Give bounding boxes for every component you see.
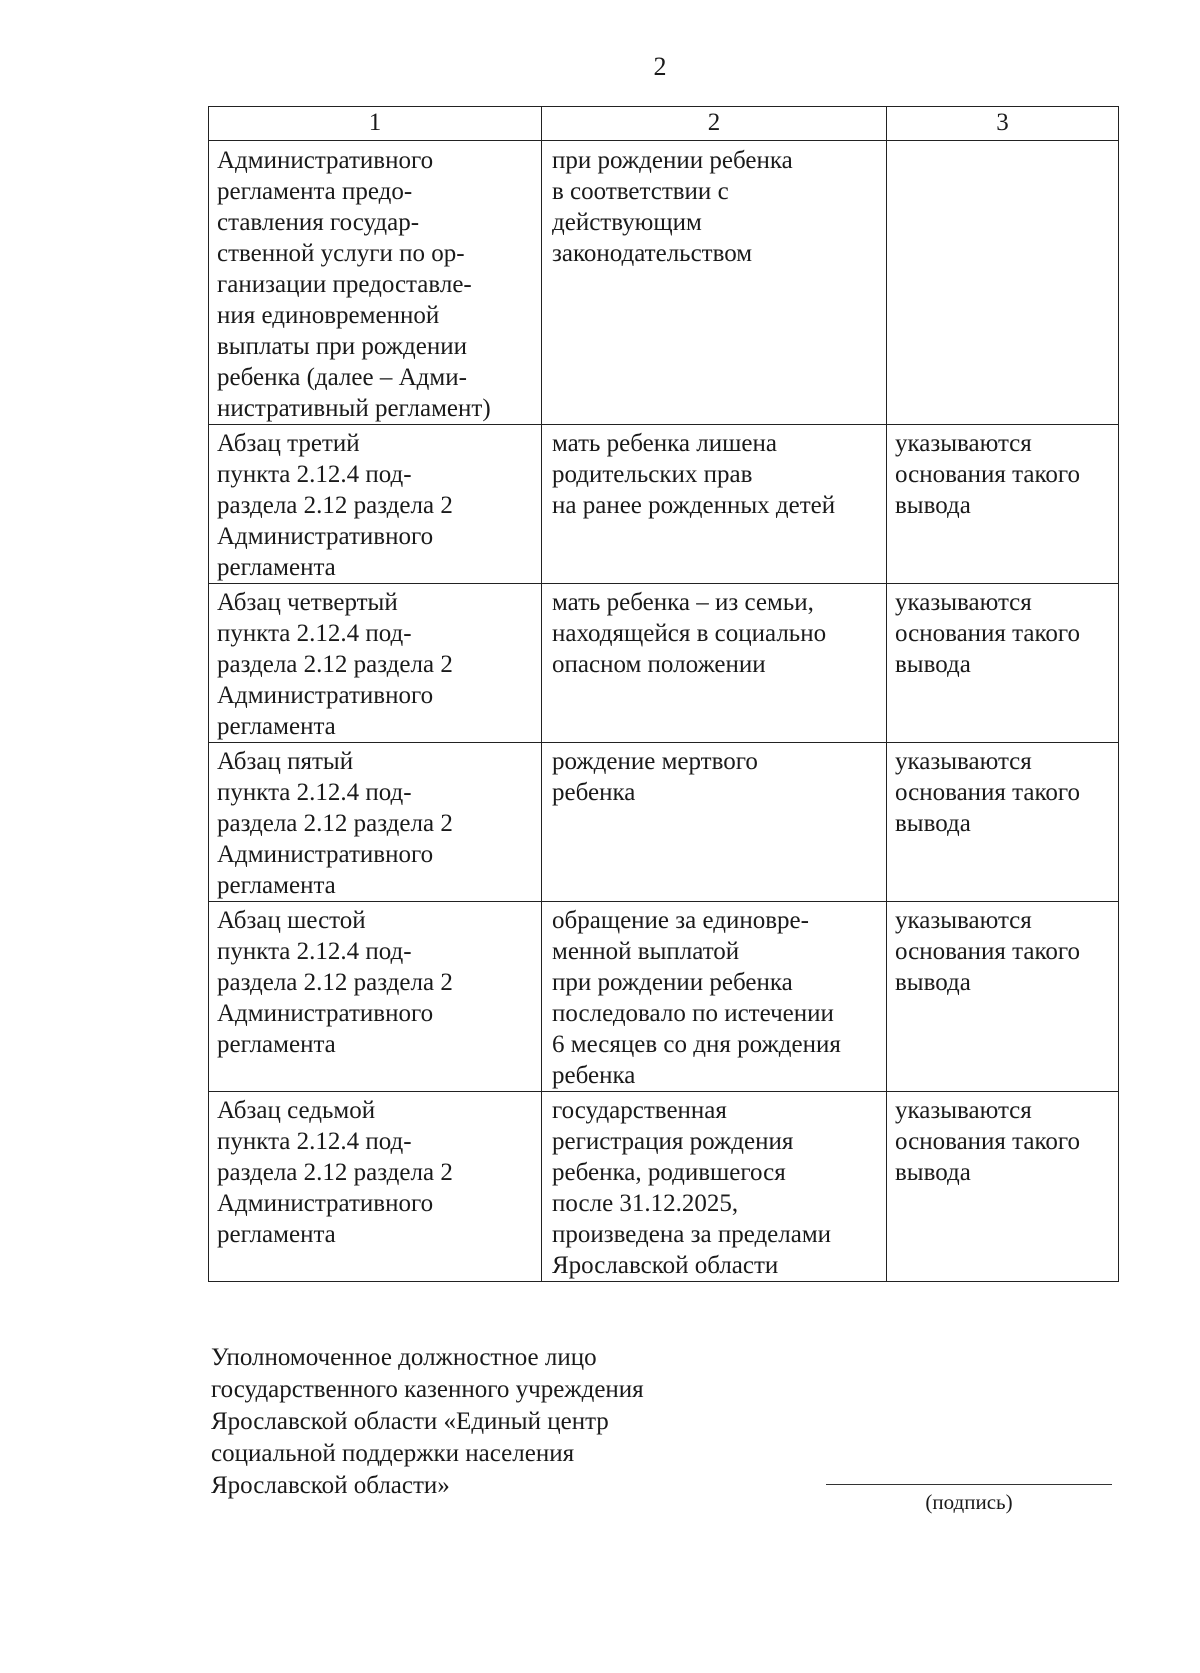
row-6-note-cell: указываются основания такого вывода xyxy=(887,1092,1119,1282)
table-row xyxy=(209,141,1119,425)
row-2-note-cell: указываются основания такого вывода xyxy=(887,425,1119,584)
page-number: 2 xyxy=(653,52,667,81)
row-3-condition-cell: мать ребенка – из семьи, находящейся в социально опасном положении xyxy=(542,584,887,743)
row-6-reference-cell: Абзац седьмой пункта 2.12.4 под- раздела 2.12 раздела 2 Административного регламента xyxy=(209,1092,542,1282)
table-header-row xyxy=(209,107,1119,141)
table-row xyxy=(209,743,1119,902)
row-3-note-cell: указываются основания такого вывода xyxy=(887,584,1119,743)
column-header-2: 2 xyxy=(542,107,887,141)
signature-caption: (подпись) xyxy=(925,1490,1013,1514)
row-2-condition-cell: мать ребенка лишена родительских прав на ранее рожденных детей xyxy=(542,425,887,584)
grounds-table xyxy=(208,106,1119,1282)
signatory-title: Уполномоченное должностное лицо государственного казенного учреждения Ярославской области «Единый центр социальной поддержки населения Ярославской области» xyxy=(211,1344,644,1499)
row-4-condition-cell: рождение мертвого ребенка xyxy=(542,743,887,902)
row-5-reference-cell: Абзац шестой пункта 2.12.4 под- раздела 2.12 раздела 2 Административного регламента xyxy=(209,902,542,1092)
row-2-reference-cell: Абзац третий пункта 2.12.4 под- раздела 2.12 раздела 2 Административного регламента xyxy=(209,425,542,584)
column-header-1: 1 xyxy=(209,107,542,141)
row-1-reference-cell: Административного регламента предо- ставления государ- ственной услуги по ор- ганизации предоставле- ния единовременной выплаты при рождении ребенка (далее – Адми- нистративный регламент) xyxy=(209,141,542,425)
row-1-condition-cell: при рождении ребенка в соответствии с действующим законодательством xyxy=(542,141,887,425)
row-4-reference-cell: Абзац пятый пункта 2.12.4 под- раздела 2.12 раздела 2 Административного регламента xyxy=(209,743,542,902)
row-3-reference-cell: Абзац четвертый пункта 2.12.4 под- раздела 2.12 раздела 2 Административного регламента xyxy=(209,584,542,743)
row-5-note-cell: указываются основания такого вывода xyxy=(887,902,1119,1092)
column-header-3: 3 xyxy=(887,107,1119,141)
row-5-condition-cell: обращение за единовре- менной выплатой при рождении ребенка последовало по истечении 6 месяцев со дня рождения ребенка xyxy=(542,902,887,1092)
table-row xyxy=(209,1092,1119,1282)
row-4-note-cell: указываются основания такого вывода xyxy=(887,743,1119,902)
table-row xyxy=(209,425,1119,584)
table-row xyxy=(209,902,1119,1092)
row-1-note-cell xyxy=(887,141,1119,425)
table-row xyxy=(209,584,1119,743)
signature-line xyxy=(826,1484,1112,1485)
row-6-condition-cell: государственная регистрация рождения ребенка, родившегося после 31.12.2025, произведена за пределами Ярославской области xyxy=(542,1092,887,1282)
